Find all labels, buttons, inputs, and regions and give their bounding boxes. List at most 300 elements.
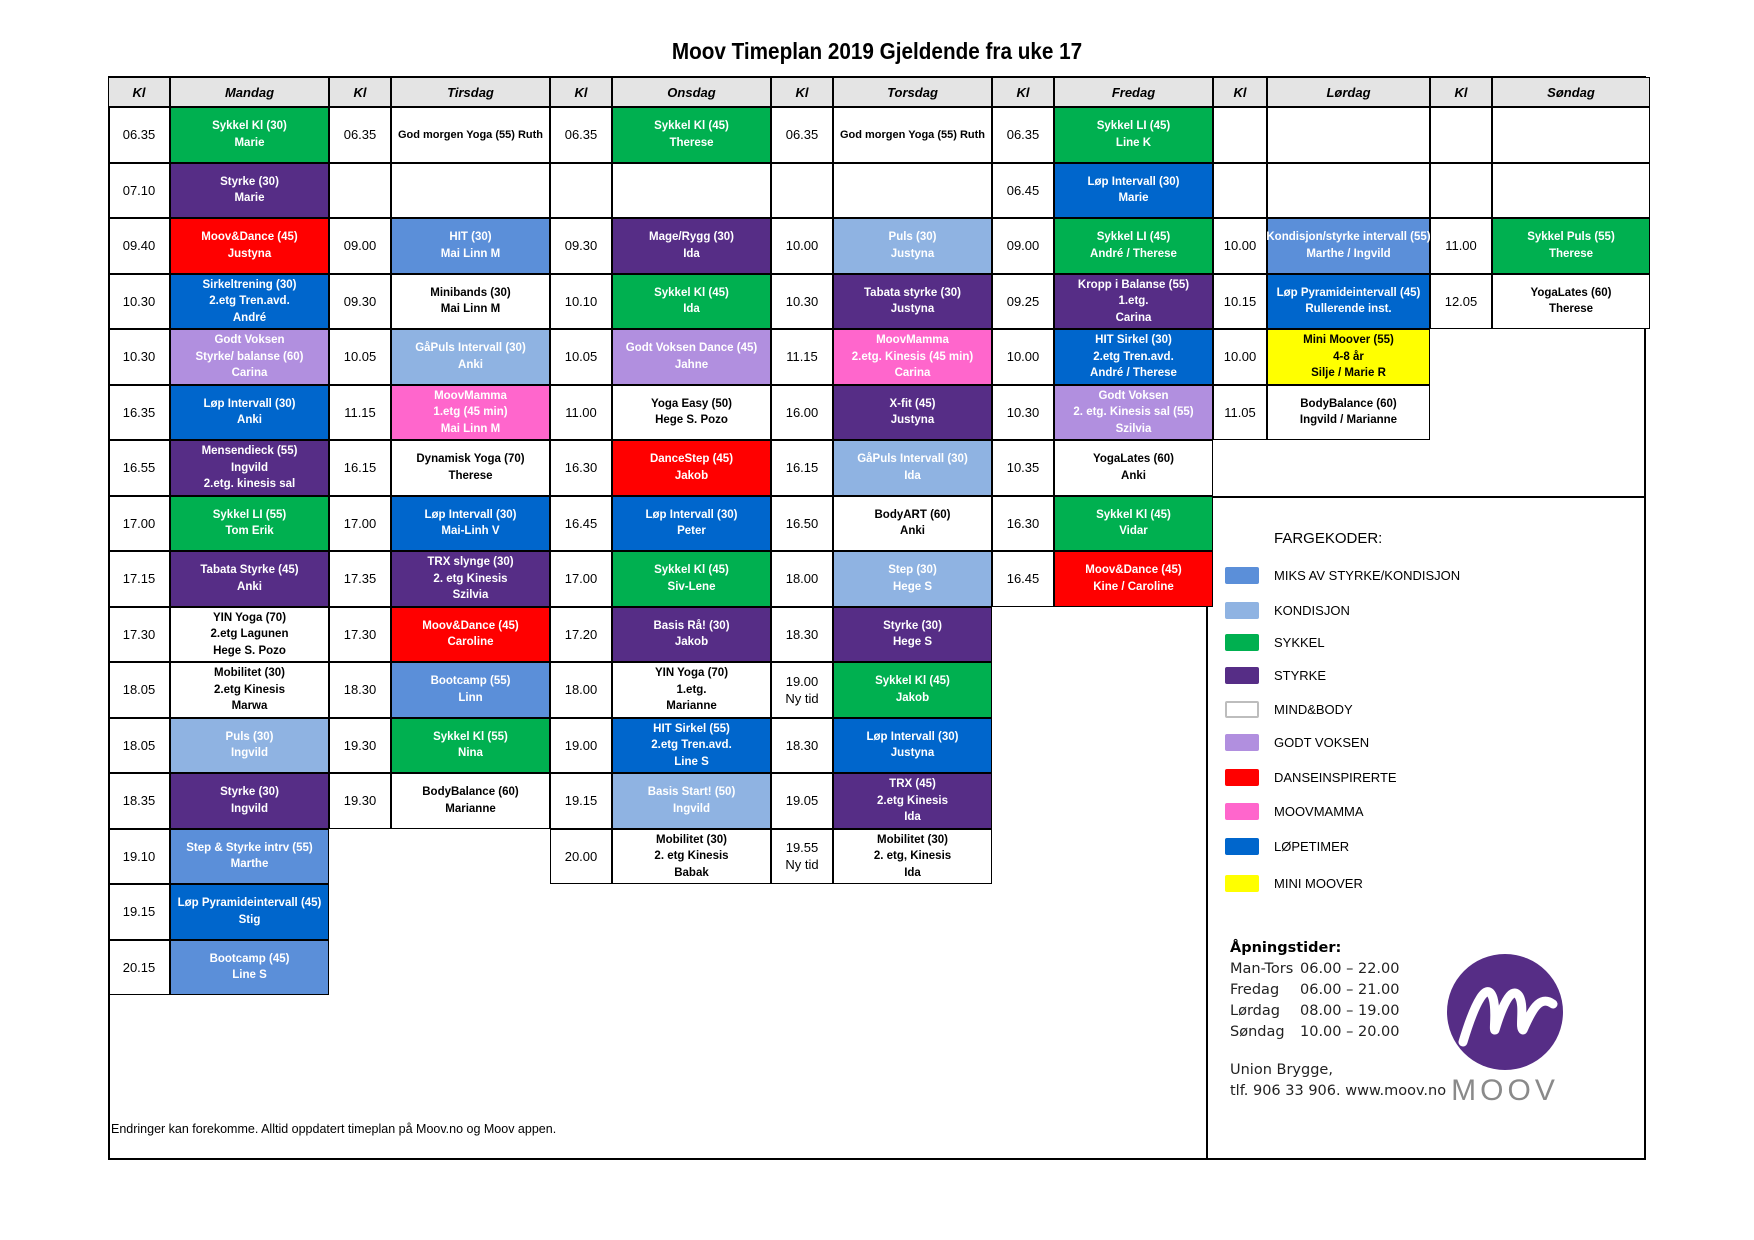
- time-cell: [1430, 107, 1492, 163]
- class-text: Hege S. Pozo: [213, 644, 286, 657]
- kl-header: Kl: [992, 77, 1054, 107]
- class-text: Jakob: [674, 469, 709, 482]
- class-cell: [1054, 496, 1213, 552]
- class-text: Therese: [448, 469, 493, 482]
- hours-time: 10.00 – 20.00: [1300, 1024, 1400, 1040]
- class-cell: [833, 274, 992, 330]
- time-text: 16.35: [122, 404, 156, 420]
- time-cell: [992, 274, 1054, 330]
- time-text: 19.05: [785, 793, 819, 809]
- legend-label: MOOVMAMMA: [1274, 804, 1364, 819]
- class-text: Kropp i Balanse (55): [1077, 278, 1190, 291]
- legend-label: MINI MOOVER: [1274, 876, 1363, 891]
- time-text: 18.35: [122, 793, 156, 809]
- class-text: Kondisjon/styrke intervall (55): [1266, 231, 1431, 244]
- class-text: TRX (45): [889, 778, 936, 790]
- class-text: Sykkel Kl (45): [654, 564, 729, 577]
- class-cell: [833, 718, 992, 774]
- class-text: Mini Moover (55): [1303, 334, 1394, 346]
- class-text: Therese: [669, 136, 714, 149]
- class-text: Puls (30): [888, 231, 937, 244]
- time-cell: [329, 107, 391, 163]
- time-text: 16.50: [785, 515, 819, 531]
- class-cell: [1054, 329, 1213, 385]
- time-cell: [550, 274, 612, 330]
- time-cell: [771, 662, 833, 718]
- time-text: 18.00: [785, 571, 819, 587]
- time-cell: [108, 551, 170, 607]
- time-cell: [550, 163, 612, 219]
- time-cell: [108, 107, 170, 163]
- time-cell: [329, 329, 391, 385]
- class-text: Szilvia: [452, 589, 489, 601]
- class-cell: [170, 829, 329, 885]
- class-cell: [170, 884, 329, 940]
- time-text: 10.05: [343, 349, 377, 365]
- class-text: Styrke (30): [220, 786, 279, 799]
- class-text: Step (30): [888, 564, 937, 577]
- legend-top-divider: [1206, 496, 1646, 498]
- class-cell: [1267, 329, 1430, 385]
- class-text: Step & Styrke intrv (55): [186, 841, 313, 854]
- class-cell: [391, 385, 550, 441]
- class-text: X-fit (45): [889, 397, 936, 410]
- class-text: Sykkel Kl (45): [654, 120, 729, 133]
- class-cell: [833, 496, 992, 552]
- class-text: Bootcamp (55): [430, 675, 511, 688]
- time-cell: [992, 440, 1054, 496]
- class-text: Marianne: [666, 700, 717, 712]
- time-cell: [329, 607, 391, 663]
- class-text: Løp Intervall (30): [645, 508, 738, 521]
- opening-hours-heading: Åpningstider:: [1230, 940, 1342, 956]
- class-text: André / Therese: [1090, 247, 1177, 260]
- time-text: 18.05: [122, 737, 156, 753]
- class-text: Dynamisk Yoga (70): [416, 453, 525, 466]
- class-cell: [391, 163, 550, 219]
- class-text: Sykkel Kl (45): [654, 286, 729, 299]
- class-text: Marthe / Ingvild: [1306, 247, 1391, 260]
- time-cell: [771, 551, 833, 607]
- time-cell: [1430, 274, 1492, 330]
- legend-swatch: [1225, 634, 1259, 651]
- class-cell: [170, 218, 329, 274]
- class-text: Caroline: [447, 636, 494, 649]
- class-text: Ingvild: [672, 802, 711, 815]
- class-text: 2. etg, Kinesis: [873, 850, 952, 862]
- time-text: 16.15: [343, 460, 377, 476]
- class-text: 4-8 år: [1333, 350, 1364, 363]
- legend-swatch: [1225, 602, 1259, 619]
- legend-swatch: [1225, 838, 1259, 855]
- class-cell: [170, 662, 329, 718]
- class-text: Mage/Rygg (30): [649, 231, 734, 244]
- time-text: 18.30: [785, 737, 819, 753]
- time-cell: [550, 662, 612, 718]
- time-cell: [550, 107, 612, 163]
- class-cell: [833, 329, 992, 385]
- class-text: Marianne: [445, 802, 496, 815]
- class-cell: [1267, 163, 1430, 219]
- class-text: TRX slynge (30): [427, 556, 514, 568]
- class-text: HIT Sirkel (30): [1095, 334, 1172, 346]
- class-text: Minibands (30): [430, 286, 511, 299]
- class-cell: [612, 163, 771, 219]
- time-cell: [1213, 107, 1267, 163]
- class-text: Anki: [458, 358, 483, 371]
- class-text: HIT (30): [449, 231, 492, 244]
- class-cell: [170, 940, 329, 996]
- class-text: BodyART (60): [874, 508, 951, 521]
- time-text: 16.45: [1006, 571, 1040, 587]
- class-text: BodyBalance (60): [422, 786, 519, 799]
- time-cell: [329, 274, 391, 330]
- class-text: Mai-Linh V: [441, 525, 500, 538]
- class-text: YIN Yoga (70): [654, 667, 729, 679]
- class-text: Line K: [1115, 136, 1152, 149]
- class-cell: [612, 496, 771, 552]
- class-cell: [1492, 274, 1650, 330]
- class-text: 2.etg Tren.avd.: [209, 295, 290, 307]
- class-text: Hege S. Pozo: [655, 414, 728, 427]
- class-text: Carina: [1115, 311, 1152, 324]
- time-text: 10.00: [785, 238, 819, 254]
- class-text: Mai Linn M: [440, 247, 501, 260]
- class-cell: [391, 718, 550, 774]
- class-text: GåPuls Intervall (30): [857, 453, 968, 466]
- time-text: 07.10: [122, 182, 156, 198]
- time-cell: [108, 884, 170, 940]
- time-cell: [108, 718, 170, 774]
- class-cell: [833, 440, 992, 496]
- time-text: Ny tid: [785, 690, 819, 706]
- time-cell: [1430, 163, 1492, 219]
- legend-swatch: [1225, 567, 1259, 584]
- time-cell: [992, 163, 1054, 219]
- time-text: 09.25: [1006, 293, 1040, 309]
- class-text: God morgen Yoga (55) Ruth: [397, 128, 544, 141]
- class-text: Sykkel Puls (55): [1527, 231, 1615, 244]
- class-cell: [391, 274, 550, 330]
- time-cell: [108, 496, 170, 552]
- class-text: Yoga Easy (50): [651, 397, 732, 410]
- kl-header: Kl: [329, 77, 391, 107]
- time-text: 18.30: [343, 682, 377, 698]
- time-text: 06.35: [343, 127, 377, 143]
- class-text: Styrke (30): [883, 619, 942, 632]
- time-text: 17.35: [343, 571, 377, 587]
- class-text: Godt Voksen: [1098, 389, 1169, 402]
- day-header-fredag: Fredag: [1054, 77, 1213, 107]
- class-text: Ida: [683, 303, 700, 316]
- class-text: Kine / Caroline: [1093, 580, 1174, 593]
- time-cell: [108, 829, 170, 885]
- legend-swatch: [1225, 803, 1259, 820]
- time-cell: [771, 107, 833, 163]
- time-text: 19.00: [785, 673, 819, 689]
- class-text: Nina: [458, 747, 483, 760]
- day-header-torsdag: Torsdag: [833, 77, 992, 107]
- time-text: 18.30: [785, 626, 819, 642]
- class-cell: [170, 551, 329, 607]
- time-text: 19.30: [343, 737, 377, 753]
- time-text: 10.30: [1006, 404, 1040, 420]
- class-text: Puls (30): [225, 730, 274, 743]
- class-text: 2.etg. kinesis sal: [203, 478, 296, 490]
- class-text: God morgen Yoga (55) Ruth: [839, 128, 986, 141]
- hours-day: Søndag: [1230, 1024, 1285, 1040]
- class-text: Line S: [674, 755, 709, 768]
- time-text: 12.05: [1444, 293, 1478, 309]
- time-cell: [550, 829, 612, 885]
- class-cell: [1054, 551, 1213, 607]
- time-cell: [550, 773, 612, 829]
- class-cell: [391, 662, 550, 718]
- class-cell: [612, 607, 771, 663]
- class-cell: [1054, 385, 1213, 441]
- class-text: Ingvild: [230, 802, 269, 815]
- time-cell: [550, 718, 612, 774]
- time-text: 16.15: [785, 460, 819, 476]
- class-cell: [170, 440, 329, 496]
- kl-header: Kl: [1213, 77, 1267, 107]
- time-cell: [329, 163, 391, 219]
- time-text: 18.05: [122, 682, 156, 698]
- time-cell: [771, 218, 833, 274]
- legend-label: STYRKE: [1274, 668, 1327, 683]
- class-text: Siv-Lene: [667, 580, 716, 593]
- class-text: 1.etg.: [676, 683, 707, 696]
- class-text: Line S: [232, 969, 267, 982]
- class-cell: [170, 773, 329, 829]
- time-text: 11.15: [786, 349, 818, 365]
- class-text: Silje / Marie R: [1311, 367, 1386, 379]
- day-header-tirsdag: Tirsdag: [391, 77, 550, 107]
- class-text: Marwa: [231, 700, 268, 712]
- class-text: Sykkel Kl (45): [875, 675, 950, 688]
- class-cell: [1267, 274, 1430, 330]
- class-text: Sirkeltrening (30): [202, 278, 297, 291]
- time-text: 19.10: [122, 848, 156, 864]
- class-text: MoovMamma: [876, 334, 949, 346]
- page-title: Moov Timeplan 2019 Gjeldende fra uke 17: [671, 38, 1083, 64]
- time-text: 19.30: [343, 793, 377, 809]
- class-cell: [833, 163, 992, 219]
- class-text: MoovMamma: [434, 389, 507, 402]
- class-cell: [612, 440, 771, 496]
- class-text: Justyna: [890, 247, 935, 260]
- legend-swatch: [1225, 667, 1259, 684]
- time-cell: [329, 718, 391, 774]
- class-text: Anki: [900, 525, 925, 538]
- time-cell: [550, 551, 612, 607]
- class-text: Vidar: [1119, 525, 1148, 538]
- class-text: Ida: [683, 247, 700, 260]
- class-text: DanceStep (45): [649, 453, 734, 466]
- opening-hours: [1230, 938, 1400, 1043]
- class-cell: [833, 773, 992, 829]
- day-header-mandag: Mandag: [170, 77, 329, 107]
- class-text: Sykkel Kl (55): [433, 730, 508, 743]
- kl-header: Kl: [108, 77, 170, 107]
- time-cell: [108, 940, 170, 996]
- address: Union Brygge,: [1230, 1062, 1333, 1078]
- class-text: Løp Pyramideintervall (45): [1276, 286, 1421, 299]
- hours-row: [1230, 959, 1400, 980]
- class-cell: [612, 773, 771, 829]
- class-cell: [833, 829, 992, 885]
- legend-swatch: [1225, 875, 1259, 892]
- time-cell: [992, 496, 1054, 552]
- time-text: 10.35: [1006, 460, 1040, 476]
- class-text: Sykkel LI (45): [1096, 120, 1171, 133]
- class-cell: [833, 551, 992, 607]
- class-text: Tabata styrke (30): [864, 286, 961, 299]
- legend-swatch: [1225, 701, 1259, 718]
- class-text: Szilvia: [1115, 422, 1152, 435]
- class-text: Marie: [234, 136, 265, 149]
- class-cell: [170, 718, 329, 774]
- time-text: 11.00: [1445, 238, 1477, 254]
- class-text: Tom Erik: [225, 525, 274, 538]
- class-text: BodyBalance (60): [1300, 397, 1397, 410]
- class-text: Mai Linn M: [440, 303, 501, 316]
- time-text: 16.30: [564, 460, 598, 476]
- day-header-lørdag: Lørdag: [1267, 77, 1430, 107]
- class-text: Moov&Dance (45): [1085, 564, 1182, 577]
- class-text: Ingvild: [230, 461, 269, 474]
- time-text: 10.30: [122, 293, 156, 309]
- time-text: 10.05: [564, 349, 598, 365]
- class-text: 2.etg Tren.avd.: [651, 739, 732, 751]
- time-text: 16.00: [785, 404, 819, 420]
- class-text: Mobilitet (30): [214, 667, 285, 679]
- class-text: Therese: [1548, 303, 1594, 316]
- legend-label: MIND&BODY: [1274, 702, 1353, 717]
- class-cell: [1054, 107, 1213, 163]
- class-cell: [833, 218, 992, 274]
- class-cell: [612, 551, 771, 607]
- class-text: Hege S: [893, 580, 932, 593]
- legend-label: SYKKEL: [1274, 635, 1325, 650]
- class-text: Mobilitet (30): [877, 833, 948, 846]
- class-cell: [612, 107, 771, 163]
- time-text: 09.30: [343, 293, 377, 309]
- class-cell: [391, 107, 550, 163]
- time-text: 17.00: [564, 571, 598, 587]
- class-cell: [1492, 163, 1650, 219]
- time-cell: [108, 440, 170, 496]
- class-text: 2.etg Kinesis: [214, 683, 285, 696]
- hours-row: [1230, 1001, 1400, 1022]
- time-cell: [1213, 218, 1267, 274]
- time-cell: [771, 829, 833, 885]
- time-cell: [1213, 163, 1267, 219]
- class-cell: [1054, 218, 1213, 274]
- class-text: André / Therese: [1090, 367, 1177, 379]
- class-text: 1.etg.: [1118, 295, 1149, 307]
- legend-label: KONDISJON: [1274, 603, 1350, 618]
- time-cell: [550, 607, 612, 663]
- time-text: 06.35: [785, 127, 819, 143]
- time-text: 06.35: [1006, 127, 1040, 143]
- class-cell: [170, 107, 329, 163]
- time-text: 09.40: [122, 238, 156, 254]
- class-cell: [1267, 385, 1430, 441]
- time-text: 20.15: [122, 959, 156, 975]
- legend-swatch: [1225, 734, 1259, 751]
- class-text: Styrke (30): [220, 175, 279, 188]
- class-cell: [391, 329, 550, 385]
- time-text: 17.15: [122, 571, 156, 587]
- class-text: Rullerende inst.: [1305, 303, 1392, 316]
- class-text: 2.etg Tren.avd.: [1093, 350, 1174, 363]
- time-text: 06.45: [1006, 182, 1040, 198]
- time-cell: [992, 218, 1054, 274]
- time-text: 10.10: [564, 293, 598, 309]
- class-cell: [1054, 274, 1213, 330]
- class-cell: [170, 385, 329, 441]
- time-text: 19.55: [785, 840, 819, 856]
- moov-logo: [1435, 950, 1575, 1110]
- class-text: Anki: [237, 580, 262, 593]
- legend-label: LØPETIMER: [1274, 839, 1350, 854]
- time-cell: [1430, 218, 1492, 274]
- class-text: 2. etg. Kinesis sal (55): [1073, 406, 1194, 418]
- time-text: 09.00: [343, 238, 377, 254]
- class-cell: [612, 218, 771, 274]
- time-cell: [771, 163, 833, 219]
- time-text: 20.00: [564, 848, 598, 864]
- class-cell: [170, 496, 329, 552]
- time-cell: [108, 773, 170, 829]
- time-text: 19.15: [122, 904, 156, 920]
- class-cell: [391, 496, 550, 552]
- legend-label: DANSEINSPIRERTE: [1274, 770, 1397, 785]
- class-cell: [170, 163, 329, 219]
- class-text: Stig: [238, 913, 261, 926]
- time-cell: [108, 385, 170, 441]
- time-text: 16.55: [122, 460, 156, 476]
- hours-day: Fredag: [1230, 982, 1280, 998]
- time-text: 09.30: [564, 238, 598, 254]
- class-text: 2. etg Kinesis: [433, 572, 508, 585]
- class-text: Styrke/ balanse (60): [195, 350, 304, 363]
- hours-time: 06.00 – 21.00: [1300, 982, 1400, 998]
- time-cell: [1213, 329, 1267, 385]
- class-text: Sykkel LI (55): [212, 508, 287, 521]
- class-text: Løp Intervall (30): [203, 397, 296, 410]
- class-text: GåPuls Intervall (30): [415, 342, 526, 355]
- class-text: Hege S: [893, 636, 932, 649]
- class-text: Ida: [904, 866, 921, 879]
- time-cell: [771, 718, 833, 774]
- class-text: Justyna: [227, 247, 272, 260]
- time-text: 10.00: [1223, 349, 1257, 365]
- time-text: 19.15: [564, 793, 598, 809]
- class-cell: [612, 718, 771, 774]
- class-cell: [391, 440, 550, 496]
- time-cell: [329, 496, 391, 552]
- time-cell: [550, 218, 612, 274]
- hours-day: Lørdag: [1230, 1003, 1280, 1019]
- time-text: 17.30: [122, 626, 156, 642]
- time-cell: [550, 329, 612, 385]
- class-text: Godt Voksen Dance (45): [625, 342, 758, 355]
- class-cell: [612, 274, 771, 330]
- class-text: Jakob: [674, 636, 709, 649]
- class-cell: [170, 274, 329, 330]
